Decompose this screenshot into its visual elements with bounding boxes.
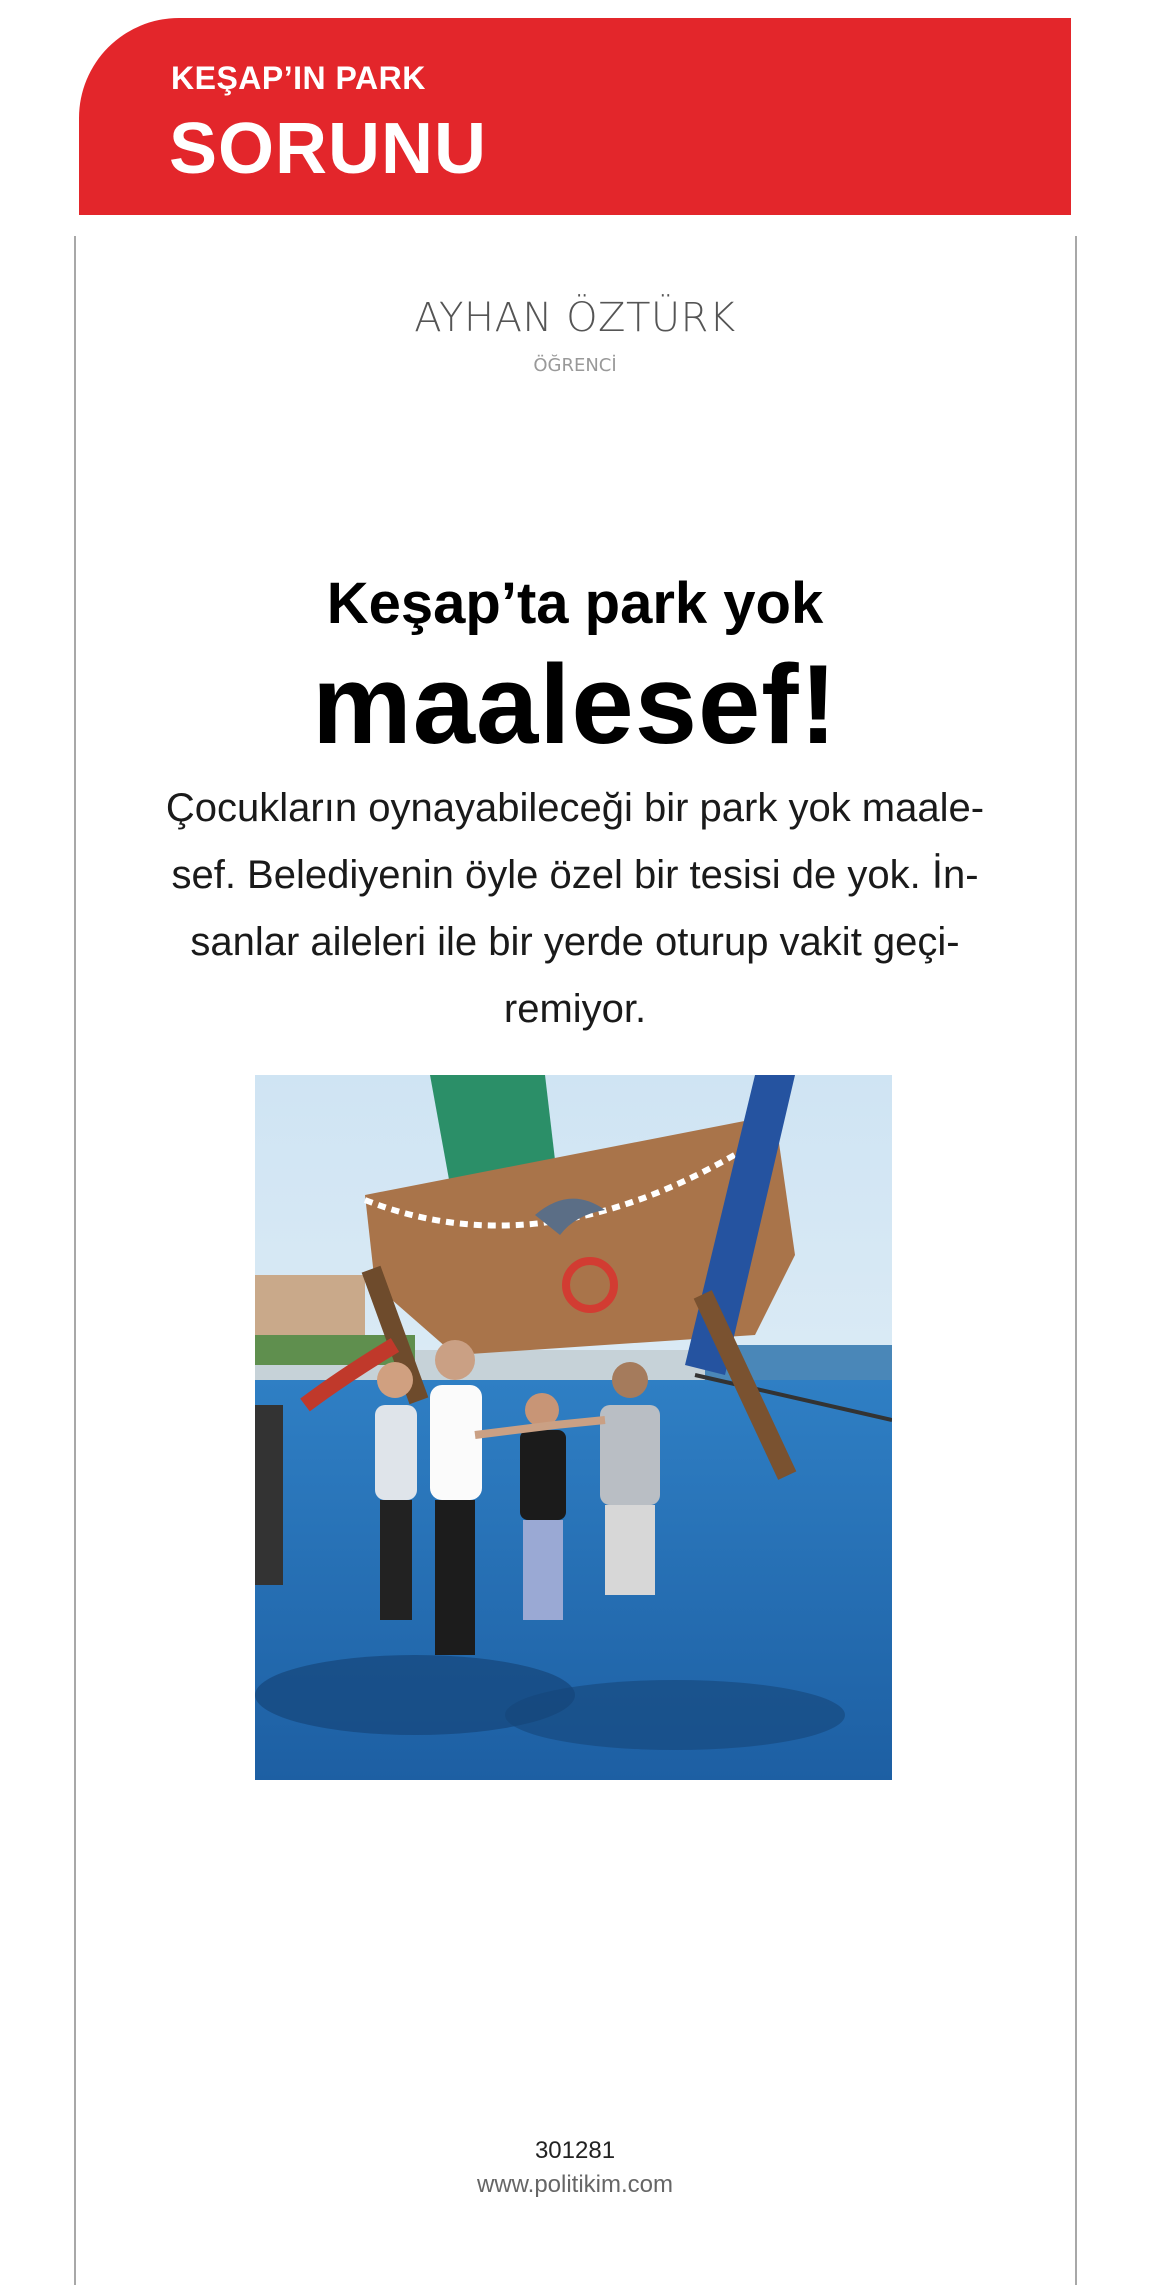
article-body-line: Çocukların oynayabileceği bir park yok maale- (165, 786, 985, 830)
footer-number: 301281 (534, 2137, 616, 2164)
section-kicker: KEŞAP’IN PARK (171, 60, 426, 96)
article-body-line: sef. Belediyenin öyle özel bir tesisi de yok. İn- (171, 853, 979, 897)
section-title: SORUNU (169, 109, 488, 189)
article-body-line: sanlar aileleri ile bir yerde oturup vakit geçi- (190, 920, 960, 964)
article-body (150, 775, 1000, 1043)
section-header (79, 18, 1071, 215)
article-body-line: remiyor. (503, 987, 647, 1031)
page-border-right (1075, 236, 1077, 2285)
footer-url: www.politikim.com (476, 2171, 674, 2198)
author-name: AYHAN ÖZTÜRK (414, 295, 736, 341)
author-role: ÖĞRENCİ (533, 355, 617, 376)
headline-line-2: maalesef! (312, 642, 838, 767)
headline-line-1: Keşap’ta park yok (326, 571, 824, 636)
article-photo (255, 1075, 892, 1780)
page-border-left (74, 236, 76, 2285)
